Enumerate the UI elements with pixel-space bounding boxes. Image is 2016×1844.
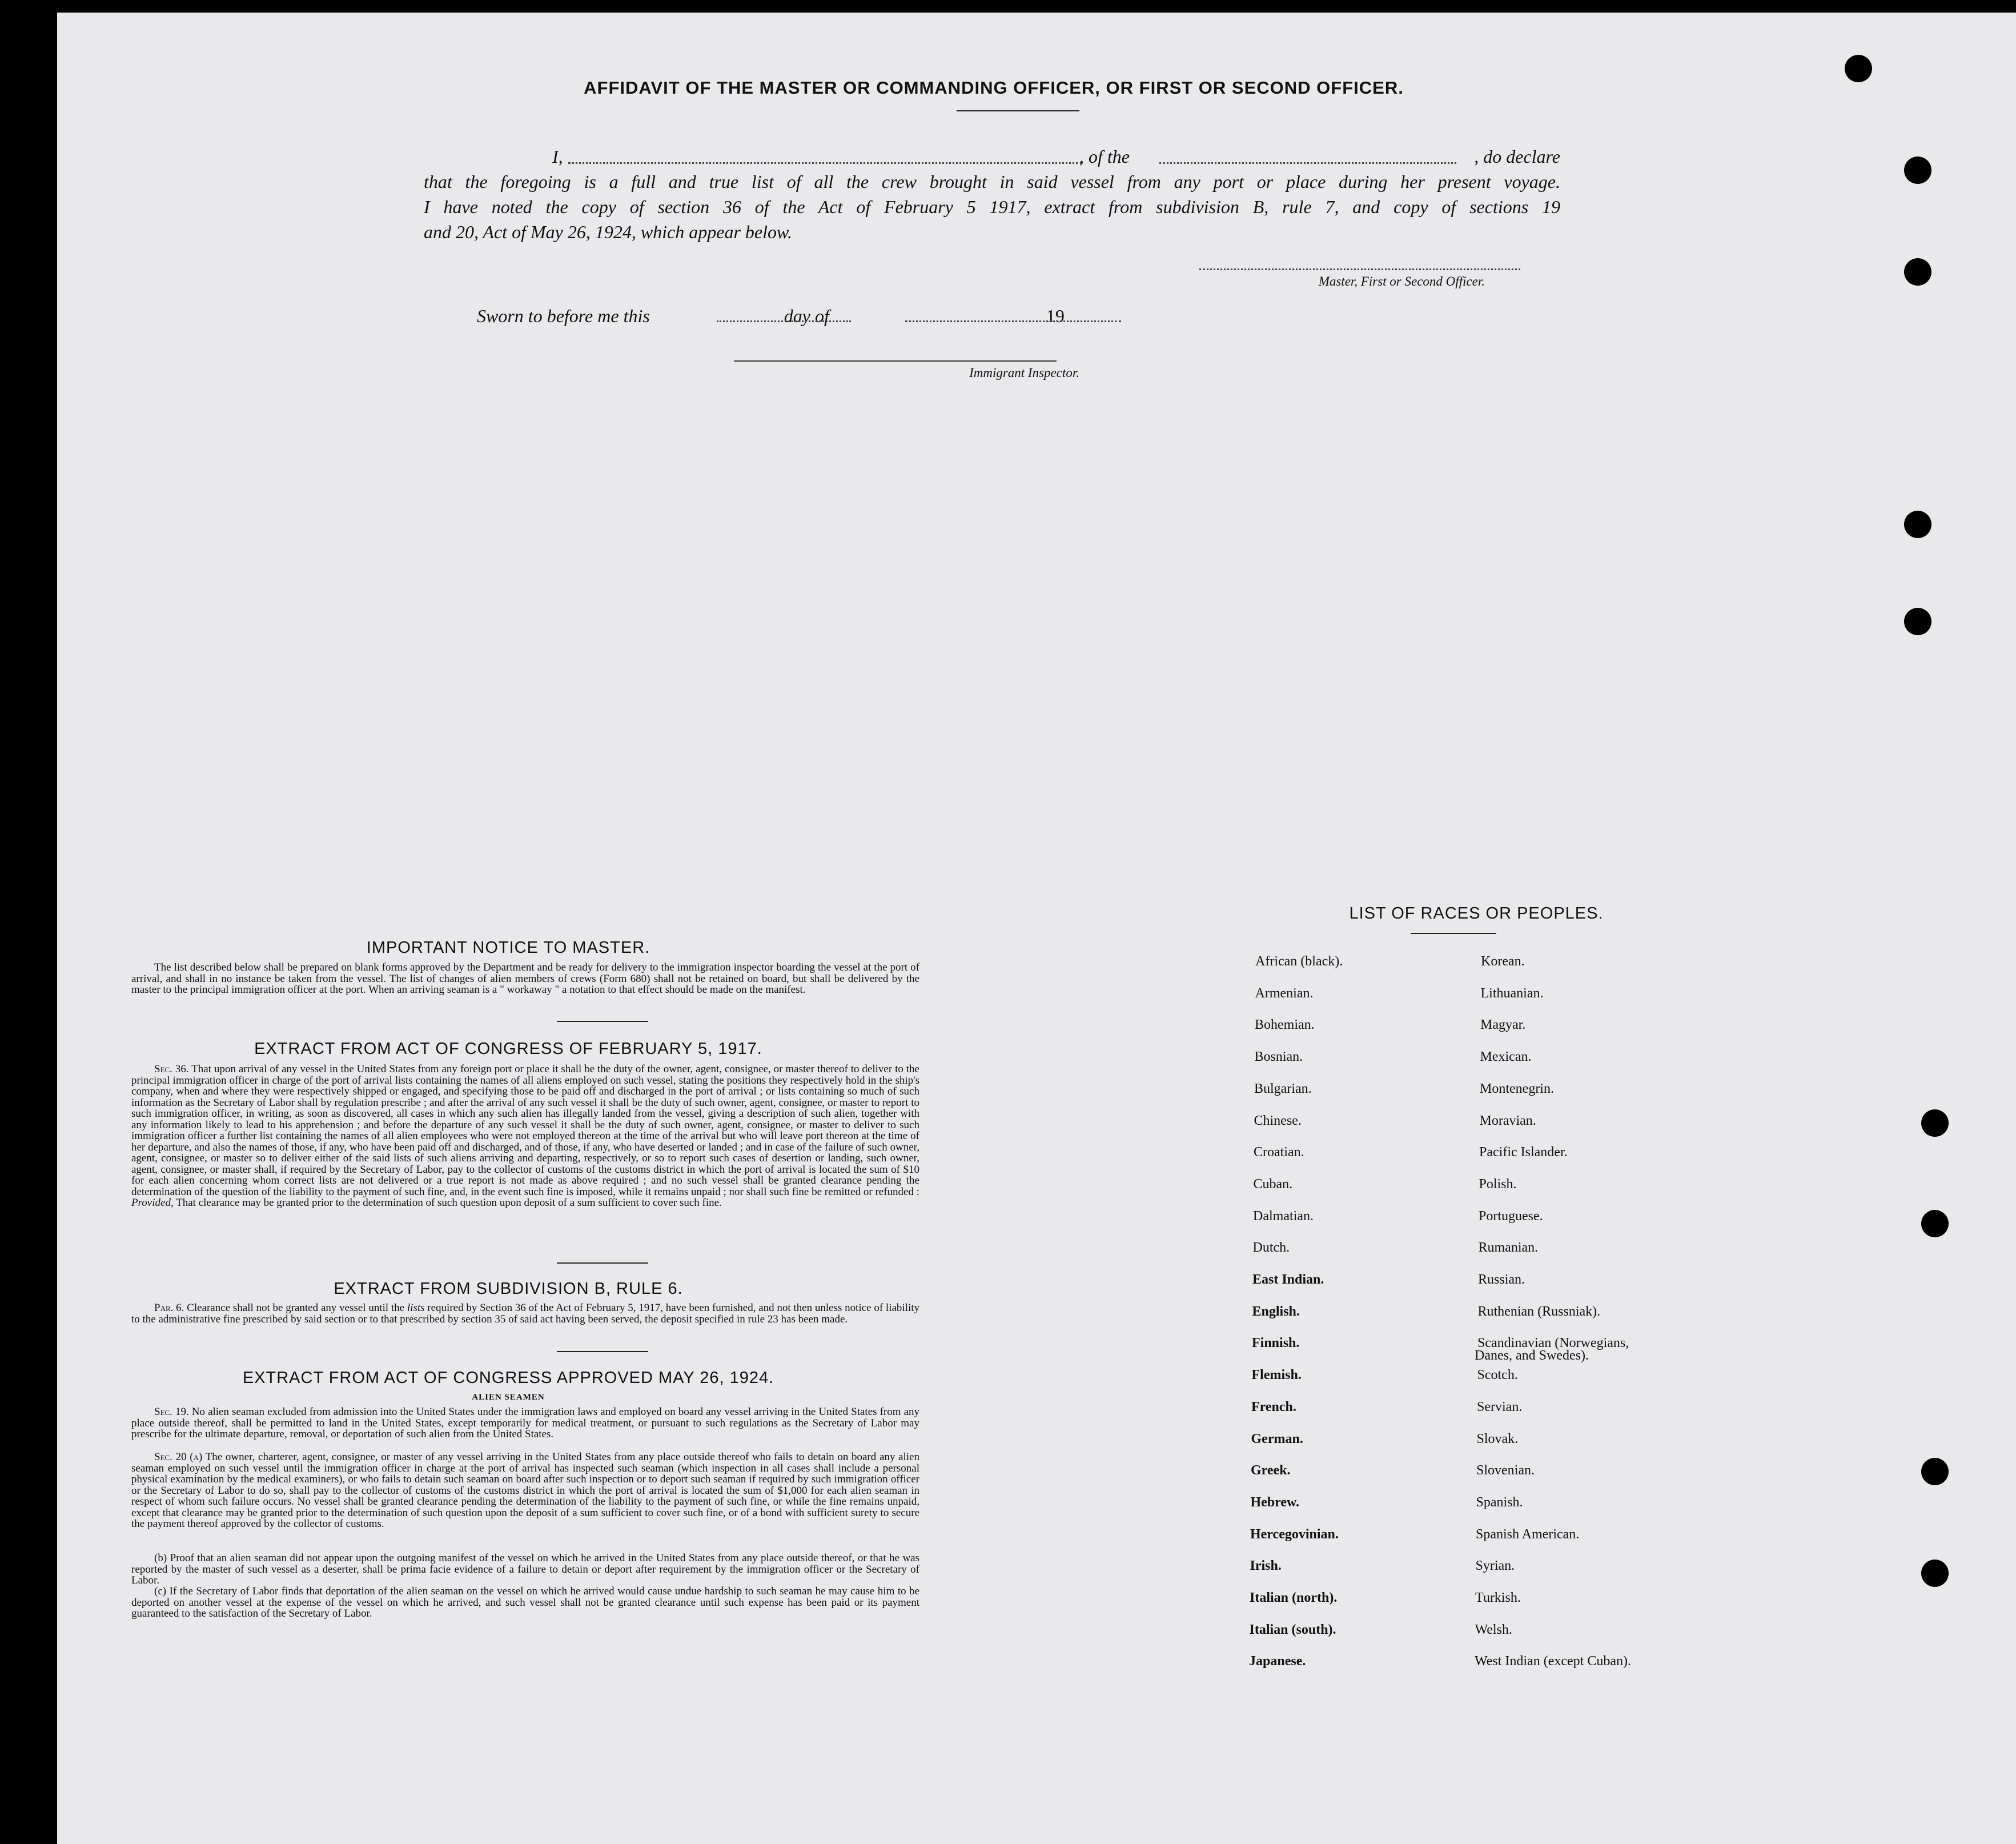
race-item: Portuguese. — [1479, 1209, 1543, 1224]
sworn-day-of: day of — [784, 306, 829, 326]
race-item: Italian (south). — [1249, 1622, 1336, 1637]
race-item: Rumanian. — [1478, 1240, 1539, 1255]
inspector-label: Immigrant Inspector. — [969, 366, 1079, 380]
punch-hole — [1845, 55, 1872, 82]
race-item: Ruthenian (Russniak). — [1477, 1304, 1601, 1319]
sec-36-body: That upon arrival of any vessel in the United States from any foreign port or place it shall be the duty of the owner, agent, consignee, or master thereof to deliver to the principal immigration officer in charge of the port of arrival lists containing the names of all aliens employed on such vessel, stating the positions they respectively hold in the ship's company, when and where they were respectively shipped or engaged, and specifying those to be paid off and discharged in the port of arrival ; or lists containing so much of such information as the Secretary of Labor shall by regulation prescribe ; and after the arrival of any such vessel it shall be the duty of such owner, agent, consignee, or master to report to such immigration officer, in writing, as soon as discovered, all cases in which any such alien has illegally landed from the vessel, giving a description of such alien, together with any information likely to lead to his apprehension ; and before the departure of any such vessel it shall be the duty of such owner, agent, consignee, or master to deliver to such immigration officer a further list containing the names of all alien employees who were not employed thereon at the time of the arrival but who will leave port thereon at the time of her departure, and also the names of those, if any, who have been paid off and discharged, and of those, if any, who have deserted or landed ; and in case of the failure of such owner, agent, consignee, or master so to deliver either of the said lists of such aliens arriving and departing, respectively, or so to report such cases of desertion or landing, such owner, agent, consignee, or master shall, if required by the Secretary of Labor, pay to the collector of customs of the customs district in which the port of arrival is located the sum of $10 for each alien concerning whom correct lists are not delivered or a true report is not made as above required ; and no such vessel shall be granted clearance pending the determination of the question of the liability to the payment of such fine, and, in the event such fine is imposed, while it remains unpaid ; nor shall such fine be remitted or refunded : — [131, 1063, 919, 1198]
race-item: Dalmatian. — [1253, 1209, 1314, 1224]
sec-20c-body: If the Secretary of Labor finds that deportation of the alien seaman on the vessel on which he arrived would cause undue hardship to such seaman he may cause him to be deported on another vessel at the expense of the vessel on which he arrived, and such vessel shall not be granted clearance until such expense has been paid or its payment guaranteed to the satisfaction of the Secretary of Labor. — [131, 1585, 920, 1619]
punch-hole — [1904, 157, 1931, 184]
heading-underline — [1411, 933, 1496, 934]
declarant-name-field[interactable] — [568, 162, 1082, 164]
lists-word: lists — [407, 1302, 425, 1314]
affidavit-declaration — [424, 144, 1560, 244]
race-item: Moravian. — [1479, 1113, 1536, 1128]
race-item: East Indian. — [1252, 1272, 1324, 1287]
race-item: Syrian. — [1475, 1558, 1515, 1573]
sec-36-label: Sec. 36. — [154, 1063, 189, 1075]
race-item: Russian. — [1478, 1272, 1525, 1287]
race-item: Korean. — [1481, 954, 1525, 969]
race-item: Dutch. — [1252, 1240, 1290, 1255]
sec-20b-text — [131, 1553, 919, 1586]
extract-1924-heading: EXTRACT FROM ACT OF CONGRESS APPROVED MAY 26, 1924. — [242, 1369, 774, 1387]
races-heading: LIST OF RACES OR PEOPLES. — [1349, 904, 1604, 923]
vessel-of-label: , of the — [1079, 146, 1130, 167]
declaration-line-1 — [424, 144, 1560, 169]
race-item: Hercegovinian. — [1250, 1527, 1339, 1542]
punch-hole — [1904, 608, 1931, 635]
race-item: Hebrew. — [1250, 1495, 1300, 1510]
vessel-name-field[interactable] — [1159, 162, 1456, 164]
sec-20b-label: (b) — [154, 1552, 167, 1564]
race-item: Lithuanian. — [1480, 986, 1544, 1001]
sec-20a-label: Sec. 20 (a) — [154, 1451, 203, 1463]
race-item: Slovak. — [1476, 1432, 1519, 1446]
sec-20c-text — [131, 1586, 919, 1619]
sec-20b-body: Proof that an alien seaman did not appear upon the outgoing manifest of the vessel on which he arrived in the United States from any place outside thereof, or that he was reported by the master of such vessel as a deserter, shall be prima facie evidence of a failure to detain or deport after requirement by the immigration officer or the Secretary of Labor. — [131, 1552, 920, 1586]
punch-hole — [1921, 1109, 1949, 1137]
race-item: Japanese. — [1249, 1654, 1306, 1669]
race-item: Spanish. — [1476, 1495, 1523, 1510]
par-6-body-a: Clearance shall not be granted any vessel until the — [187, 1302, 405, 1314]
inspector-signature-field[interactable] — [734, 360, 1057, 362]
sec-19-label: Sec. 19. — [154, 1406, 189, 1418]
affidavit-heading: AFFIDAVIT OF THE MASTER OR COMMANDING OFFICER, OR FIRST OR SECOND OFFICER. — [584, 78, 1404, 98]
race-item: English. — [1252, 1304, 1300, 1319]
sworn-day-field[interactable] — [717, 320, 851, 322]
race-item: Magyar. — [1480, 1017, 1526, 1032]
sec-20c-label: (c) — [154, 1585, 167, 1597]
punch-hole — [1921, 1560, 1949, 1587]
race-item: Bosnian. — [1254, 1049, 1303, 1064]
extract-1917-heading: EXTRACT FROM ACT OF CONGRESS OF FEBRUARY 5, 1917. — [254, 1040, 762, 1058]
sec-20a-text — [131, 1452, 919, 1530]
race-item: Greek. — [1251, 1463, 1291, 1478]
par-6-label: Par. 6. — [154, 1302, 184, 1314]
race-item: Bohemian. — [1255, 1017, 1315, 1032]
extract-rule6-heading: EXTRACT FROM SUBDIVISION B, RULE 6. — [334, 1280, 683, 1298]
declaration-line-3: I have noted the copy of section 36 of the Act of February 5 1917, extract from subdivision B, rule 7, and copy of sections 19 — [424, 197, 1560, 217]
punch-hole — [1904, 258, 1931, 286]
par-6-body-b: required by Section 36 of the Act of February 5, 1917, have been furnished, and not then unless notice of liability to the administrative fine prescribed by said section or to that prescribed by section 35 of said act having been served, the deposit specified in rule 23 has been made. — [131, 1302, 920, 1325]
do-declare-label: , do declare — [1474, 146, 1560, 167]
signature-label: Master, First or Second Officer. — [1318, 274, 1485, 288]
master-signature-field[interactable] — [1199, 268, 1520, 270]
race-item: German. — [1251, 1432, 1303, 1446]
race-item: Mexican. — [1480, 1049, 1532, 1064]
provided-body: That clearance may be granted prior to the determination of such question upon deposit of a sum sufficient to cover such fine. — [176, 1197, 722, 1209]
race-item: Croatian. — [1254, 1145, 1304, 1160]
punch-hole — [1921, 1210, 1949, 1237]
notice-heading: IMPORTANT NOTICE TO MASTER. — [366, 939, 650, 957]
race-item: Montenegrin. — [1480, 1081, 1554, 1096]
race-item: Welsh. — [1475, 1622, 1512, 1637]
race-item: Scandinavian (Norwegians, — [1477, 1336, 1629, 1350]
race-item: Spanish American. — [1476, 1527, 1580, 1542]
race-item: Armenian. — [1255, 986, 1314, 1001]
punch-hole — [1921, 1458, 1949, 1485]
race-item: West Indian (except Cuban). — [1475, 1654, 1631, 1669]
sec-19-body: No alien seaman excluded from admission into the United States under the immigration laws and employed on board any vessel arriving in the United States from any place outside thereof, shall be permitted to land in the United States, except temporarily for medical treatment, or pursuant to such regulations as the Secretary of Labor may prescribe for the ultimate departure, removal, or deportation of such alien from the United States. — [131, 1406, 919, 1440]
declaration-line-4: and 20, Act of May 26, 1924, which appear below. — [424, 222, 792, 242]
race-item: Pacific Islander. — [1479, 1145, 1568, 1160]
race-item: Flemish. — [1251, 1368, 1302, 1382]
race-item: Finnish. — [1252, 1336, 1300, 1350]
notice-text: The list described below shall be prepared on blank forms approved by the Department and be ready for delivery to the immigration inspector boarding the vessel at the port of arrival, and shall in no instance be taken from the vessel. The list of changes of alien members of crews (Form 680) shall not be retained on board, but shall be delivered by the master to the principal immigration officer at the port. When an arriving seaman is a " workaway " a notation to that effect should be made on the manifest. — [131, 961, 919, 996]
sec-20a-body: The owner, charterer, agent, consignee, or master of any vessel arriving in the United States from any place outside thereof who fails to detain on board any alien seaman employed on such vessel until the immigration officer in charge at the port of arrival has inspected such seaman (which inspection in all cases shall include a personal physical examination by the medical examiners), or who fails to detain such seaman on board after such inspection or to deport such seaman if required by such immigration officer or the Secretary of Labor to do so, shall pay to the collector of customs of the customs district in which the port of arrival is located the sum of $1,000 for each alien seaman in respect of whom such failure occurs. No vessel shall be granted clearance pending the determination of the liability to the payment of such fine, or while the fine remains unpaid, except that clearance may be granted prior to the determination of such question upon the deposit of a sum sufficient to cover such fine, or of a bond with sufficient surety to secure the payment thereof approved by the collector of customs. — [131, 1451, 919, 1530]
sworn-prefix: Sworn to before me this — [477, 306, 650, 326]
declarant-label: I, — [552, 146, 563, 167]
race-item: Bulgarian. — [1254, 1081, 1312, 1096]
race-item: Danes, and Swedes). — [1475, 1348, 1589, 1363]
alien-seamen-subheading: ALIEN SEAMEN — [472, 1393, 545, 1402]
divider — [557, 1021, 648, 1022]
race-item: Servian. — [1477, 1400, 1523, 1414]
race-item: Polish. — [1479, 1177, 1517, 1192]
divider — [557, 1351, 648, 1352]
sworn-line — [477, 306, 1065, 327]
race-item: Scotch. — [1477, 1368, 1518, 1382]
race-item: Chinese. — [1254, 1113, 1302, 1128]
extract-rule6-text — [131, 1302, 919, 1325]
declaration-line-2: that the foregoing is a full and true list of all the crew brought in said vessel from any port or place during her present voyage. — [424, 171, 1560, 192]
divider — [557, 1262, 648, 1264]
provided-word: Provided, — [131, 1197, 174, 1209]
race-item: Italian (north). — [1250, 1590, 1338, 1605]
heading-underline — [957, 110, 1079, 111]
race-item: French. — [1251, 1400, 1296, 1414]
sec-19-text — [131, 1406, 919, 1440]
race-item: African (black). — [1255, 954, 1343, 969]
sworn-month-field[interactable] — [905, 320, 1121, 322]
race-item: Irish. — [1250, 1558, 1282, 1573]
extract-1917-text — [131, 1064, 919, 1209]
race-item: Cuban. — [1253, 1177, 1293, 1192]
sworn-year: 19 — [1046, 306, 1065, 326]
race-item: Slovenian. — [1476, 1463, 1535, 1478]
race-item: Turkish. — [1475, 1590, 1521, 1605]
punch-hole — [1904, 511, 1931, 538]
